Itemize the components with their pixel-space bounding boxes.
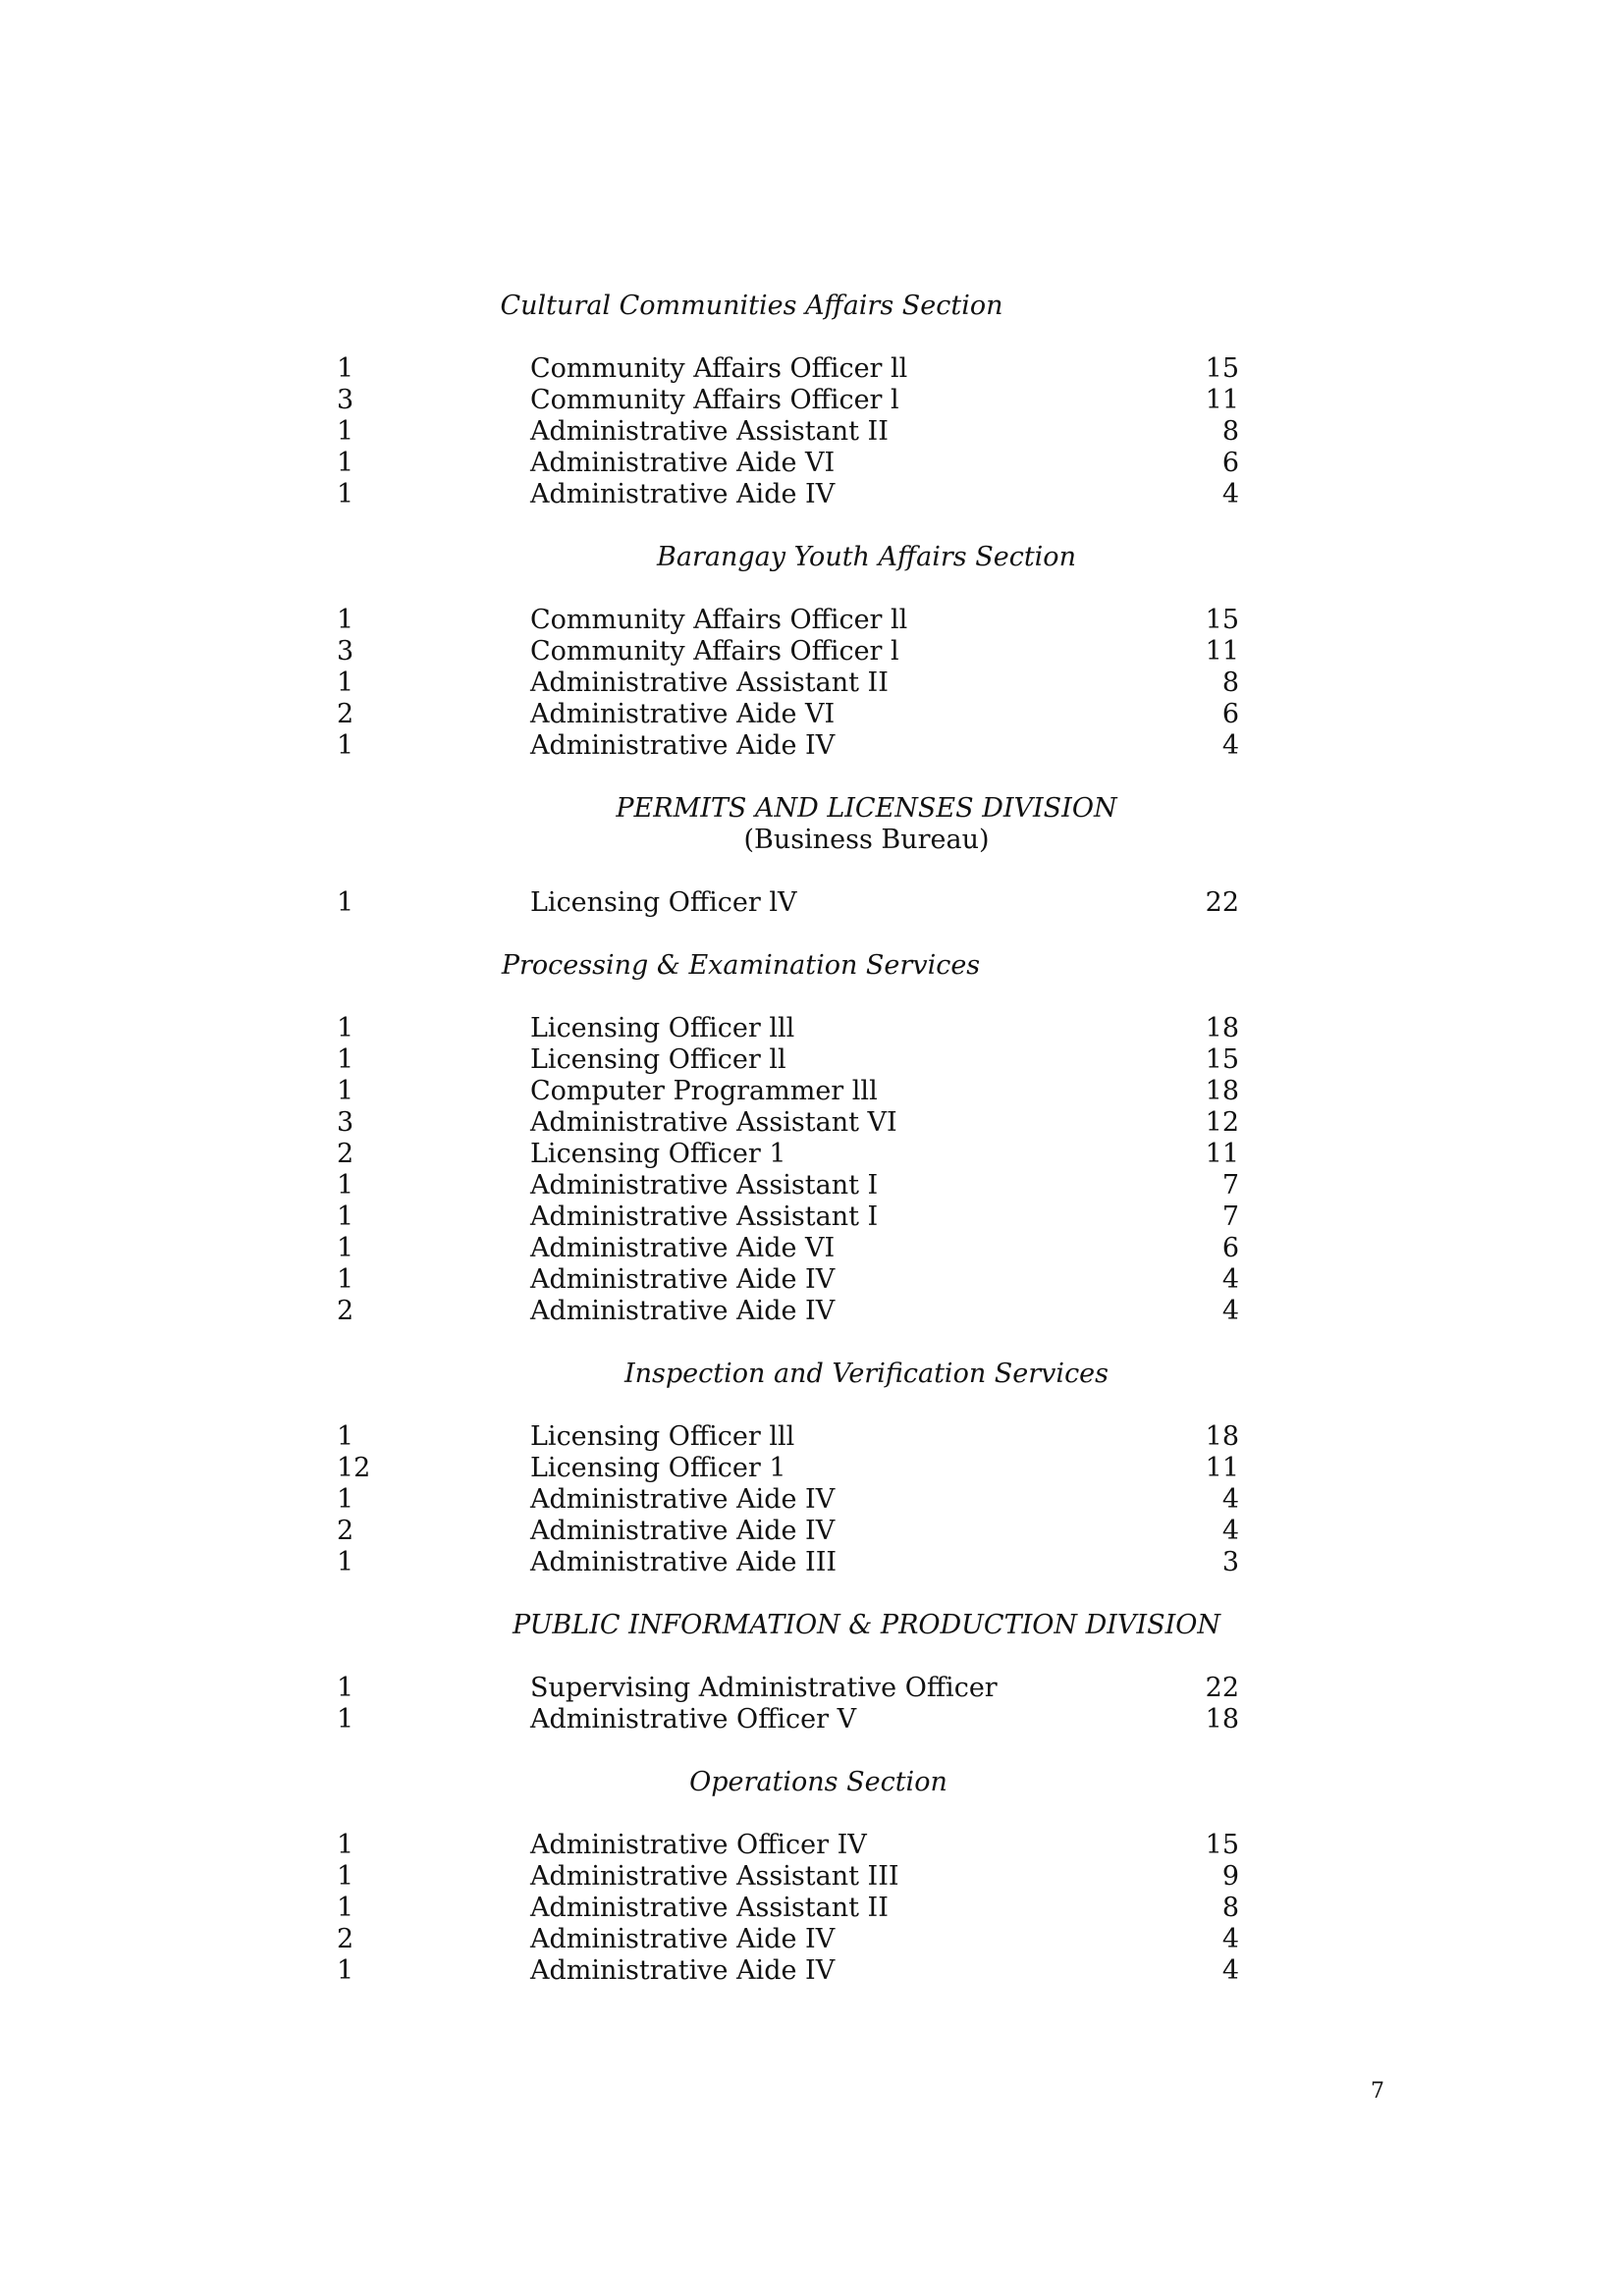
position-row xyxy=(0,479,1623,510)
salary-grade: 18 xyxy=(1205,1013,1239,1043)
position-title: Administrative Aide III xyxy=(530,1547,838,1577)
salary-grade: 4 xyxy=(1221,1955,1239,1986)
position-title: Supervising Administrative Officer xyxy=(530,1673,998,1703)
section-heading: Processing & Examination Services xyxy=(501,950,981,981)
position-quantity: 1 xyxy=(337,1673,354,1703)
salary-grade: 8 xyxy=(1221,1893,1239,1923)
position-row xyxy=(0,448,1623,479)
position-title: Administrative Aide IV xyxy=(530,1484,836,1515)
position-quantity: 1 xyxy=(337,1044,354,1075)
position-quantity: 1 xyxy=(337,730,354,761)
position-title: Administrative Aide IV xyxy=(530,479,836,509)
salary-grade: 12 xyxy=(1205,1107,1239,1138)
salary-grade: 11 xyxy=(1205,1453,1239,1483)
position-title: Administrative Assistant III xyxy=(530,1861,899,1892)
position-row xyxy=(0,1139,1623,1170)
section-heading: Inspection and Verification Services xyxy=(623,1359,1109,1389)
position-row xyxy=(0,1484,1623,1516)
salary-grade: 6 xyxy=(1221,448,1239,478)
position-quantity: 1 xyxy=(337,353,354,384)
position-row xyxy=(0,1861,1623,1893)
position-title: Licensing Officer ll xyxy=(530,1044,786,1075)
position-quantity: 2 xyxy=(337,699,354,729)
position-row xyxy=(0,1516,1623,1547)
salary-grade: 11 xyxy=(1205,385,1239,415)
position-title: Community Affairs Officer l xyxy=(530,636,899,667)
position-row xyxy=(0,1264,1623,1296)
position-title: Administrative Assistant II xyxy=(530,1893,889,1923)
position-title: Administrative Assistant II xyxy=(530,416,889,447)
position-quantity: 1 xyxy=(337,1264,354,1295)
position-quantity: 2 xyxy=(337,1139,354,1169)
position-quantity: 1 xyxy=(337,448,354,478)
position-quantity: 1 xyxy=(337,1170,354,1201)
salary-grade: 3 xyxy=(1221,1547,1239,1577)
salary-grade: 7 xyxy=(1221,1170,1239,1201)
position-row xyxy=(0,1893,1623,1924)
section-heading: PERMITS AND LICENSES DIVISION xyxy=(616,793,1117,824)
position-quantity: 1 xyxy=(337,1201,354,1232)
position-title: Administrative Assistant II xyxy=(530,667,889,698)
position-title: Administrative Officer IV xyxy=(530,1830,867,1860)
section-heading: Operations Section xyxy=(689,1767,947,1797)
position-title: Administrative Aide VI xyxy=(530,699,836,729)
position-quantity: 1 xyxy=(337,416,354,447)
position-title: Administrative Aide VI xyxy=(530,448,836,478)
position-quantity: 1 xyxy=(337,1893,354,1923)
position-row xyxy=(0,1296,1623,1327)
position-quantity: 1 xyxy=(337,1076,354,1106)
salary-grade: 15 xyxy=(1205,605,1239,635)
salary-grade: 4 xyxy=(1221,1296,1239,1326)
position-row xyxy=(0,730,1623,762)
position-title: Computer Programmer lll xyxy=(530,1076,878,1106)
section-heading: Cultural Communities Affairs Section xyxy=(500,291,1003,321)
position-row xyxy=(0,1044,1623,1076)
position-quantity: 2 xyxy=(337,1516,354,1546)
position-title: Community Affairs Officer l xyxy=(530,385,899,415)
position-title: Licensing Officer lll xyxy=(530,1013,795,1043)
position-row xyxy=(0,416,1623,448)
position-row xyxy=(0,1547,1623,1578)
page-number: 7 xyxy=(1371,2079,1384,2104)
position-title: Administrative Assistant I xyxy=(530,1201,879,1232)
salary-grade: 15 xyxy=(1205,1044,1239,1075)
position-quantity: 1 xyxy=(337,1547,354,1577)
position-quantity: 12 xyxy=(337,1453,371,1483)
salary-grade: 6 xyxy=(1221,1233,1239,1263)
position-quantity: 1 xyxy=(337,1704,354,1735)
position-row xyxy=(0,1107,1623,1139)
position-row xyxy=(0,636,1623,667)
salary-grade: 8 xyxy=(1221,667,1239,698)
position-title: Administrative Assistant I xyxy=(530,1170,879,1201)
position-quantity: 1 xyxy=(337,1955,354,1986)
position-title: Licensing Officer 1 xyxy=(530,1139,786,1169)
position-title: Community Affairs Officer ll xyxy=(530,605,908,635)
position-row xyxy=(0,1170,1623,1201)
salary-grade: 18 xyxy=(1205,1076,1239,1106)
salary-grade: 4 xyxy=(1221,1264,1239,1295)
position-row xyxy=(0,1421,1623,1453)
section-subheading: (Business Bureau) xyxy=(743,825,990,855)
position-title: Administrative Aide IV xyxy=(530,1296,836,1326)
salary-grade: 4 xyxy=(1221,1516,1239,1546)
salary-grade: 22 xyxy=(1205,887,1239,918)
position-row xyxy=(0,353,1623,385)
position-quantity: 1 xyxy=(337,667,354,698)
position-quantity: 1 xyxy=(337,479,354,509)
salary-grade: 22 xyxy=(1205,1673,1239,1703)
salary-grade: 6 xyxy=(1221,699,1239,729)
salary-grade: 4 xyxy=(1221,1484,1239,1515)
salary-grade: 18 xyxy=(1205,1421,1239,1452)
position-row xyxy=(0,699,1623,730)
position-quantity: 2 xyxy=(337,1924,354,1954)
position-title: Administrative Aide IV xyxy=(530,730,836,761)
position-quantity: 1 xyxy=(337,1421,354,1452)
position-title: Administrative Officer V xyxy=(530,1704,857,1735)
position-row xyxy=(0,1233,1623,1264)
position-quantity: 3 xyxy=(337,636,354,667)
salary-grade: 4 xyxy=(1221,1924,1239,1954)
position-row xyxy=(0,1673,1623,1704)
salary-grade: 18 xyxy=(1205,1704,1239,1735)
position-quantity: 2 xyxy=(337,1296,354,1326)
position-quantity: 1 xyxy=(337,1013,354,1043)
section-heading: PUBLIC INFORMATION & PRODUCTION DIVISION xyxy=(512,1610,1221,1640)
position-row xyxy=(0,1076,1623,1107)
position-title: Licensing Officer 1 xyxy=(530,1453,786,1483)
position-row xyxy=(0,605,1623,636)
position-title: Licensing Officer lll xyxy=(530,1421,795,1452)
position-title: Administrative Aide IV xyxy=(530,1924,836,1954)
position-row xyxy=(0,887,1623,919)
position-title: Community Affairs Officer ll xyxy=(530,353,908,384)
position-quantity: 1 xyxy=(337,1484,354,1515)
position-quantity: 3 xyxy=(337,385,354,415)
position-row xyxy=(0,1924,1623,1955)
position-quantity: 1 xyxy=(337,1830,354,1860)
position-quantity: 1 xyxy=(337,1233,354,1263)
salary-grade: 8 xyxy=(1221,416,1239,447)
position-row xyxy=(0,1453,1623,1484)
position-title: Administrative Aide IV xyxy=(530,1264,836,1295)
salary-grade: 4 xyxy=(1221,730,1239,761)
position-row xyxy=(0,667,1623,699)
salary-grade: 11 xyxy=(1205,1139,1239,1169)
salary-grade: 15 xyxy=(1205,1830,1239,1860)
position-row xyxy=(0,1013,1623,1044)
position-title: Administrative Aide IV xyxy=(530,1516,836,1546)
position-row xyxy=(0,1830,1623,1861)
position-title: Administrative Aide IV xyxy=(530,1955,836,1986)
position-row xyxy=(0,385,1623,416)
position-title: Administrative Assistant VI xyxy=(530,1107,897,1138)
section-heading: Barangay Youth Affairs Section xyxy=(657,542,1076,572)
position-quantity: 1 xyxy=(337,887,354,918)
salary-grade: 7 xyxy=(1221,1201,1239,1232)
salary-grade: 15 xyxy=(1205,353,1239,384)
position-quantity: 3 xyxy=(337,1107,354,1138)
salary-grade: 4 xyxy=(1221,479,1239,509)
salary-grade: 9 xyxy=(1221,1861,1239,1892)
position-row xyxy=(0,1955,1623,1987)
salary-grade: 11 xyxy=(1205,636,1239,667)
position-quantity: 1 xyxy=(337,605,354,635)
position-row xyxy=(0,1201,1623,1233)
position-row xyxy=(0,1704,1623,1735)
position-quantity: 1 xyxy=(337,1861,354,1892)
position-title: Administrative Aide VI xyxy=(530,1233,836,1263)
position-title: Licensing Officer lV xyxy=(530,887,797,918)
